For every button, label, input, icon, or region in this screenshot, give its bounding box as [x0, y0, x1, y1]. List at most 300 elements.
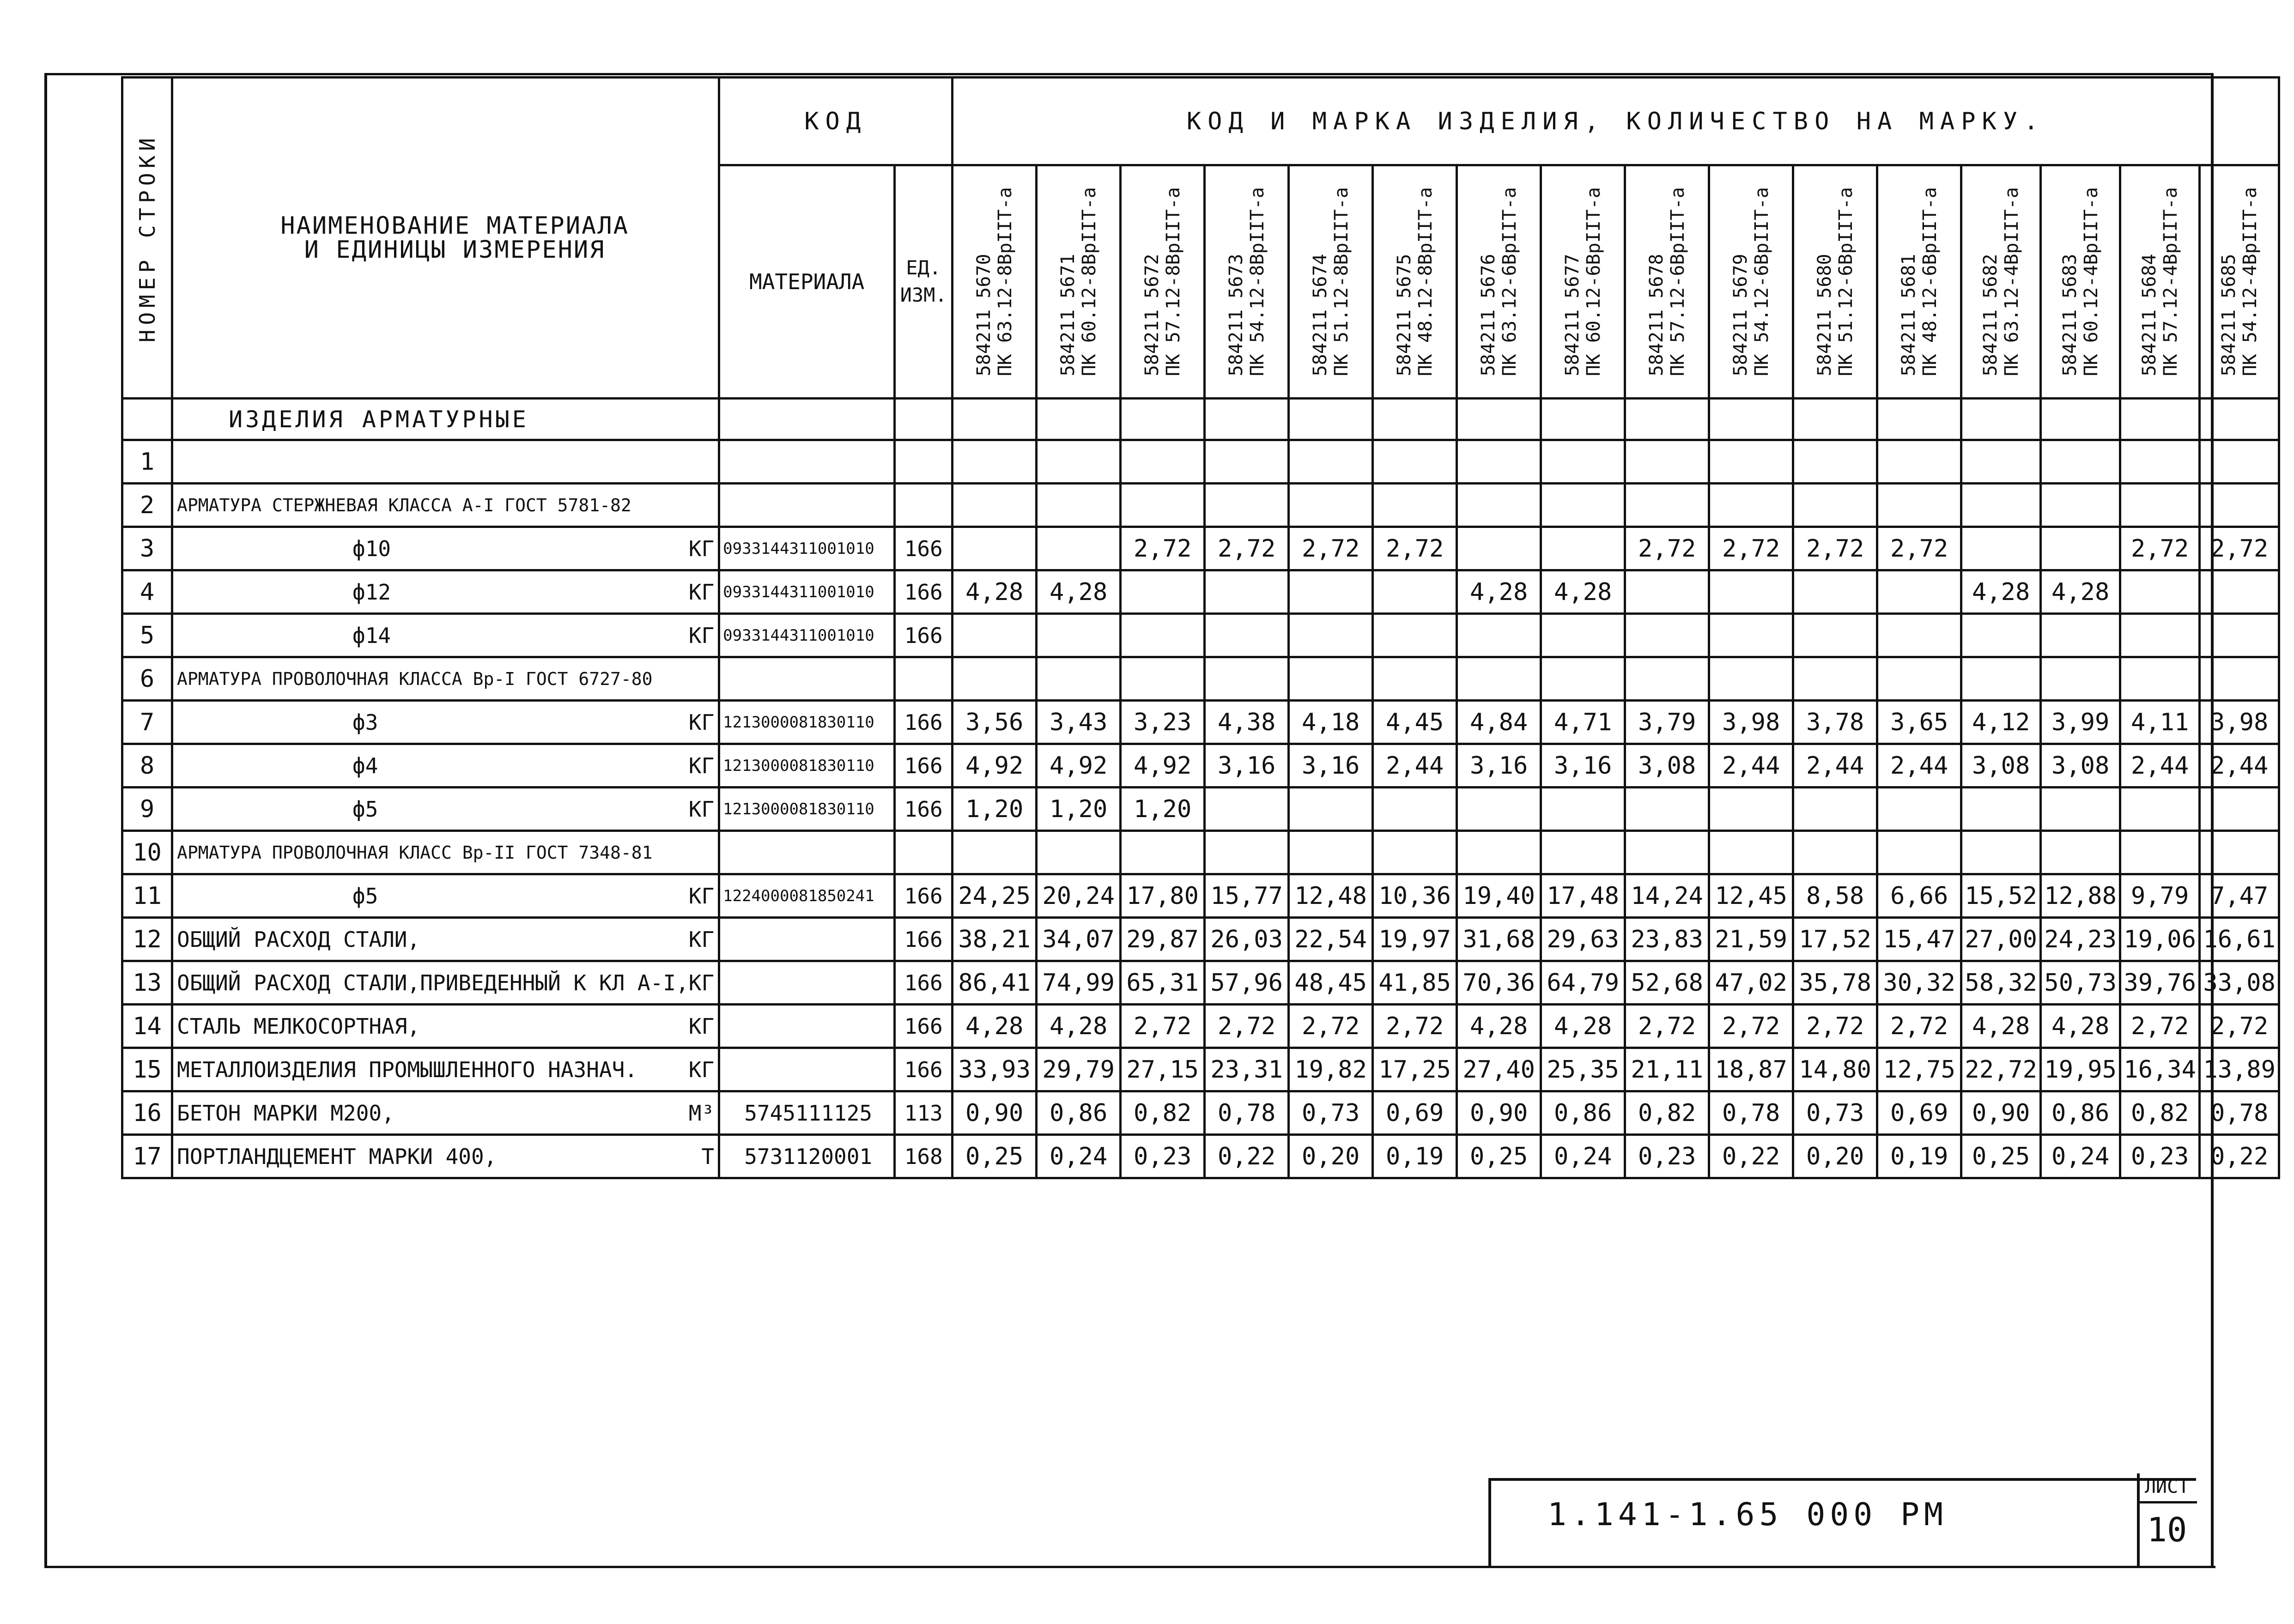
- quantity-cell: [1289, 831, 1373, 874]
- material-unit: КГ: [688, 970, 715, 995]
- quantity-cell: 25,35: [1541, 1048, 1625, 1091]
- row-number: 3: [122, 527, 172, 570]
- table-row: [122, 399, 2279, 440]
- quantity-cell: [2120, 657, 2200, 701]
- quantity-cell: [1541, 831, 1625, 874]
- quantity-cell: [1877, 440, 1961, 484]
- quantity-cell: [1037, 484, 1121, 527]
- mark-name: ПК 51.12-6ВрIIТ-а: [1835, 187, 1857, 376]
- quantity-cell: 3,98: [1709, 701, 1793, 744]
- material-unit: КГ: [688, 579, 715, 605]
- quantity-cell: 0,25: [1961, 1135, 2041, 1178]
- row-number: 1: [122, 440, 172, 484]
- table-row: [122, 1135, 2279, 1178]
- quantity-cell: 33,93: [953, 1048, 1037, 1091]
- material-code: [719, 657, 895, 701]
- quantity-cell: [2041, 657, 2120, 701]
- materials-table: [121, 76, 2280, 1179]
- quantity-cell: 2,72: [1877, 1005, 1961, 1048]
- table-row: [122, 744, 2279, 788]
- quantity-cell: 7,47: [2200, 874, 2279, 918]
- material-unit: КГ: [688, 796, 715, 822]
- quantity-cell: 38,21: [953, 918, 1037, 961]
- quantity-cell: 4,28: [1541, 570, 1625, 614]
- table-row: [122, 570, 2279, 614]
- quantity-cell: 0,86: [1037, 1091, 1121, 1135]
- material-name: [172, 788, 719, 831]
- header-unit: ЕД. ИЗМ.: [895, 165, 953, 399]
- quantity-cell: 19,95: [2041, 1048, 2120, 1091]
- material-unit: Т: [701, 1144, 715, 1169]
- quantity-cell: [1625, 399, 1709, 440]
- quantity-cell: 12,48: [1289, 874, 1373, 918]
- quantity-cell: 2,72: [1289, 1005, 1373, 1048]
- frame-bottom-line: [44, 1566, 2215, 1568]
- material-code: 1213000081830110: [719, 788, 895, 831]
- quantity-cell: [2200, 788, 2279, 831]
- quantity-cell: [1289, 788, 1373, 831]
- quantity-cell: 2,72: [1793, 1005, 1877, 1048]
- material-label: ф3: [352, 709, 378, 735]
- material-name: [172, 1005, 719, 1048]
- mark-name: ПК 54.12-8ВрIIТ-а: [1246, 187, 1268, 376]
- quantity-cell: [1541, 484, 1625, 527]
- unit-code: 166: [895, 874, 953, 918]
- quantity-cell: 0,20: [1793, 1135, 1877, 1178]
- row-number: 11: [122, 874, 172, 918]
- quantity-cell: 3,79: [1625, 701, 1709, 744]
- unit-code: 166: [895, 918, 953, 961]
- quantity-cell: [1625, 440, 1709, 484]
- quantity-cell: 24,25: [953, 874, 1037, 918]
- material-code: 0933144311001010: [719, 570, 895, 614]
- material-name: [172, 1091, 719, 1135]
- material-code: 5731120001: [719, 1135, 895, 1178]
- quantity-cell: [2041, 788, 2120, 831]
- mark-header-5: [1289, 165, 1373, 399]
- quantity-cell: 4,28: [2041, 570, 2120, 614]
- quantity-cell: [1709, 440, 1793, 484]
- quantity-cell: 12,75: [1877, 1048, 1961, 1091]
- quantity-cell: [1373, 788, 1457, 831]
- material-name: [172, 744, 719, 788]
- quantity-cell: [1373, 831, 1457, 874]
- quantity-cell: 29,79: [1037, 1048, 1121, 1091]
- unit-code: [895, 831, 953, 874]
- quantity-cell: 0,24: [1037, 1135, 1121, 1178]
- material-name: [172, 874, 719, 918]
- quantity-cell: [1961, 484, 2041, 527]
- quantity-cell: [1289, 440, 1373, 484]
- mark-code: 584211 5671: [1057, 254, 1079, 376]
- quantity-cell: [1541, 788, 1625, 831]
- mark-name: ПК 51.12-8ВрIIТ-а: [1330, 187, 1352, 376]
- quantity-cell: [1205, 831, 1289, 874]
- mark-name: ПК 63.12-8ВрIIТ-а: [994, 187, 1016, 376]
- quantity-cell: [1205, 484, 1289, 527]
- quantity-cell: 0,82: [1625, 1091, 1709, 1135]
- material-unit: КГ: [688, 1013, 715, 1039]
- quantity-cell: 2,72: [1205, 527, 1289, 570]
- quantity-cell: [1793, 657, 1877, 701]
- mark-header-12: [1877, 165, 1961, 399]
- material-name: АРМАТУРА ПРОВОЛОЧНАЯ КЛАСС Вр-II ГОСТ 7348-81: [172, 831, 719, 874]
- quantity-cell: [1373, 399, 1457, 440]
- quantity-cell: 2,72: [2200, 527, 2279, 570]
- table-row: [122, 788, 2279, 831]
- mark-header-13: [1961, 165, 2041, 399]
- quantity-cell: [2041, 614, 2120, 657]
- quantity-cell: [1541, 399, 1625, 440]
- row-number: 15: [122, 1048, 172, 1091]
- quantity-cell: 0,90: [1961, 1091, 2041, 1135]
- material-code: [719, 831, 895, 874]
- quantity-cell: 3,56: [953, 701, 1037, 744]
- material-unit: КГ: [688, 883, 715, 909]
- mark-name: ПК 60.12-4ВрIIТ-а: [2080, 187, 2102, 376]
- sheet-number: 10: [2147, 1510, 2187, 1549]
- quantity-cell: 22,54: [1289, 918, 1373, 961]
- quantity-cell: 33,08: [2200, 961, 2279, 1005]
- mark-name: ПК 54.12-6ВрIIТ-а: [1751, 187, 1772, 376]
- quantity-cell: 0,25: [953, 1135, 1037, 1178]
- quantity-cell: 64,79: [1541, 961, 1625, 1005]
- quantity-cell: 4,92: [1121, 744, 1205, 788]
- mark-code: 584211 5675: [1393, 254, 1415, 376]
- table-row: [122, 831, 2279, 874]
- unit-code: [895, 399, 953, 440]
- mark-name: ПК 48.12-8ВрIIТ-а: [1414, 187, 1436, 376]
- mark-code: 584211 5673: [1225, 254, 1247, 376]
- quantity-cell: 2,72: [1709, 527, 1793, 570]
- quantity-cell: 2,72: [1121, 527, 1205, 570]
- quantity-cell: 0,24: [1541, 1135, 1625, 1178]
- quantity-cell: [1205, 440, 1289, 484]
- quantity-cell: 0,22: [2200, 1135, 2279, 1178]
- quantity-cell: 3,08: [1961, 744, 2041, 788]
- quantity-cell: [1877, 570, 1961, 614]
- table-row: [122, 484, 2279, 527]
- quantity-cell: 16,61: [2200, 918, 2279, 961]
- quantity-cell: [1961, 788, 2041, 831]
- quantity-cell: [1373, 614, 1457, 657]
- row-number: [122, 399, 172, 440]
- quantity-cell: 2,72: [1289, 527, 1373, 570]
- mark-name: ПК 60.12-6ВрIIТ-а: [1583, 187, 1604, 376]
- material-name: АРМАТУРА СТЕРЖНЕВАЯ КЛАССА А-I ГОСТ 5781-82: [172, 484, 719, 527]
- quantity-cell: [2041, 831, 2120, 874]
- unit-code: [895, 657, 953, 701]
- quantity-cell: 15,47: [1877, 918, 1961, 961]
- quantity-cell: 70,36: [1457, 961, 1541, 1005]
- quantity-cell: 52,68: [1625, 961, 1709, 1005]
- table-row: [122, 657, 2279, 701]
- quantity-cell: [2200, 440, 2279, 484]
- quantity-cell: 19,97: [1373, 918, 1457, 961]
- table-row: [122, 874, 2279, 918]
- quantity-cell: 35,78: [1793, 961, 1877, 1005]
- header-material-name: НАИМЕНОВАНИЕ МАТЕРИАЛА И ЕДИНИЦЫ ИЗМЕРЕНИЯ: [172, 78, 719, 399]
- material-unit: КГ: [688, 623, 715, 648]
- quantity-cell: [1709, 484, 1793, 527]
- quantity-cell: [1625, 831, 1709, 874]
- material-code: 5745111125: [719, 1091, 895, 1135]
- material-label: ф5: [352, 883, 378, 909]
- mark-header-3: [1121, 165, 1205, 399]
- quantity-cell: 4,18: [1289, 701, 1373, 744]
- quantity-cell: [1709, 788, 1793, 831]
- material-code: 0933144311001010: [719, 527, 895, 570]
- quantity-cell: [953, 484, 1037, 527]
- mark-code: 584211 5683: [2059, 254, 2081, 376]
- quantity-cell: [953, 399, 1037, 440]
- quantity-cell: 0,20: [1289, 1135, 1373, 1178]
- quantity-cell: 2,44: [2200, 744, 2279, 788]
- quantity-cell: 3,65: [1877, 701, 1961, 744]
- quantity-cell: 0,19: [1877, 1135, 1961, 1178]
- quantity-cell: [2120, 788, 2200, 831]
- material-unit: КГ: [688, 709, 715, 735]
- unit-code: 166: [895, 614, 953, 657]
- mark-header-15: [2120, 165, 2200, 399]
- quantity-cell: [1457, 614, 1541, 657]
- material-label: ф4: [352, 753, 378, 778]
- table-row: [122, 614, 2279, 657]
- material-unit: М³: [688, 1100, 715, 1126]
- quantity-cell: 3,43: [1037, 701, 1121, 744]
- quantity-cell: [1877, 657, 1961, 701]
- material-label: ф5: [352, 796, 378, 822]
- quantity-cell: 3,78: [1793, 701, 1877, 744]
- quantity-cell: [1121, 399, 1205, 440]
- quantity-cell: 0,78: [1205, 1091, 1289, 1135]
- row-number: 2: [122, 484, 172, 527]
- quantity-cell: [1457, 657, 1541, 701]
- quantity-cell: 23,31: [1205, 1048, 1289, 1091]
- quantity-cell: [1037, 657, 1121, 701]
- quantity-cell: 2,72: [2120, 527, 2200, 570]
- quantity-cell: 4,11: [2120, 701, 2200, 744]
- quantity-cell: [1541, 440, 1625, 484]
- quantity-cell: 4,28: [1541, 1005, 1625, 1048]
- header-material-code: МАТЕРИАЛА: [719, 165, 895, 399]
- quantity-cell: [1121, 614, 1205, 657]
- quantity-cell: 17,48: [1541, 874, 1625, 918]
- quantity-cell: [1457, 440, 1541, 484]
- mark-code: 584211 5677: [1561, 254, 1583, 376]
- table-row: [122, 1091, 2279, 1135]
- mark-name: ПК 57.12-4ВрIIТ-а: [2160, 187, 2181, 376]
- unit-code: 166: [895, 788, 953, 831]
- quantity-cell: 3,98: [2200, 701, 2279, 744]
- quantity-cell: [2041, 527, 2120, 570]
- mark-name: ПК 63.12-4ВрIIТ-а: [2001, 187, 2022, 376]
- quantity-cell: 47,02: [1709, 961, 1793, 1005]
- quantity-cell: [953, 614, 1037, 657]
- quantity-cell: [1289, 399, 1373, 440]
- quantity-cell: [1793, 788, 1877, 831]
- mark-code: 584211 5685: [2218, 254, 2239, 376]
- material-code: [719, 484, 895, 527]
- quantity-cell: 4,28: [1037, 570, 1121, 614]
- mark-code: 584211 5680: [1814, 254, 1835, 376]
- quantity-cell: 0,78: [2200, 1091, 2279, 1135]
- unit-code: 166: [895, 1005, 953, 1048]
- quantity-cell: [1793, 831, 1877, 874]
- row-number: 17: [122, 1135, 172, 1178]
- material-name: [172, 527, 719, 570]
- quantity-cell: [1961, 614, 2041, 657]
- quantity-cell: 3,16: [1289, 744, 1373, 788]
- quantity-cell: 0,22: [1709, 1135, 1793, 1178]
- quantity-cell: [1877, 788, 1961, 831]
- quantity-cell: [1457, 831, 1541, 874]
- material-code: [719, 399, 895, 440]
- sheet-label: ЛИСТ: [2144, 1476, 2190, 1497]
- quantity-cell: 2,72: [1877, 527, 1961, 570]
- row-number: 13: [122, 961, 172, 1005]
- material-code: 1224000081850241: [719, 874, 895, 918]
- table-row: [122, 918, 2279, 961]
- quantity-cell: 3,08: [2041, 744, 2120, 788]
- table-row: [122, 701, 2279, 744]
- quantity-cell: 20,24: [1037, 874, 1121, 918]
- quantity-cell: 0,73: [1793, 1091, 1877, 1135]
- quantity-cell: [1037, 614, 1121, 657]
- quantity-cell: 0,24: [2041, 1135, 2120, 1178]
- quantity-cell: 2,44: [1793, 744, 1877, 788]
- quantity-cell: [953, 440, 1037, 484]
- header-code: КОД: [719, 78, 953, 165]
- quantity-cell: 0,86: [2041, 1091, 2120, 1135]
- quantity-cell: [953, 527, 1037, 570]
- header-row-number: НОМЕР СТРОКИ: [122, 78, 172, 399]
- quantity-cell: [1121, 570, 1205, 614]
- material-code: 1213000081830110: [719, 744, 895, 788]
- quantity-cell: 0,78: [1709, 1091, 1793, 1135]
- mark-name: ПК 57.12-8ВрIIТ-а: [1162, 187, 1184, 376]
- quantity-cell: 19,06: [2120, 918, 2200, 961]
- quantity-cell: [1793, 614, 1877, 657]
- quantity-cell: 0,23: [1121, 1135, 1205, 1178]
- quantity-cell: [1709, 614, 1793, 657]
- mark-code: 584211 5670: [973, 254, 995, 376]
- quantity-cell: [1793, 570, 1877, 614]
- unit-code: 166: [895, 1048, 953, 1091]
- unit-code: 166: [895, 570, 953, 614]
- material-code: [719, 440, 895, 484]
- quantity-cell: [2120, 440, 2200, 484]
- quantity-cell: 4,28: [1037, 1005, 1121, 1048]
- quantity-cell: 17,80: [1121, 874, 1205, 918]
- quantity-cell: 3,16: [1541, 744, 1625, 788]
- unit-code: [895, 440, 953, 484]
- row-number: 10: [122, 831, 172, 874]
- quantity-cell: [1037, 440, 1121, 484]
- quantity-cell: 0,90: [1457, 1091, 1541, 1135]
- unit-code: 113: [895, 1091, 953, 1135]
- material-label: ф12: [352, 579, 391, 605]
- quantity-cell: [1205, 788, 1289, 831]
- quantity-cell: [1877, 399, 1961, 440]
- quantity-cell: [1289, 484, 1373, 527]
- material-name: [172, 961, 719, 1005]
- quantity-cell: [2120, 614, 2200, 657]
- quantity-cell: 0,22: [1205, 1135, 1289, 1178]
- quantity-cell: 3,08: [1625, 744, 1709, 788]
- quantity-cell: 0,82: [1121, 1091, 1205, 1135]
- quantity-cell: 4,71: [1541, 701, 1625, 744]
- quantity-cell: [1961, 831, 2041, 874]
- quantity-cell: 2,44: [2120, 744, 2200, 788]
- quantity-cell: 6,66: [1877, 874, 1961, 918]
- material-label: ОБЩИЙ РАСХОД СТАЛИ,: [177, 927, 420, 952]
- quantity-cell: [1121, 440, 1205, 484]
- mark-name: ПК 57.12-6ВрIIТ-а: [1667, 187, 1688, 376]
- quantity-cell: [2200, 484, 2279, 527]
- quantity-cell: 10,36: [1373, 874, 1457, 918]
- quantity-cell: 19,40: [1457, 874, 1541, 918]
- quantity-cell: 74,99: [1037, 961, 1121, 1005]
- material-label: МЕТАЛЛОИЗДЕЛИЯ ПРОМЫШЛЕННОГО НАЗНАЧ.: [177, 1057, 637, 1082]
- quantity-cell: 0,69: [1877, 1091, 1961, 1135]
- mark-code: 584211 5682: [1979, 254, 2001, 376]
- quantity-cell: 0,82: [2120, 1091, 2200, 1135]
- quantity-cell: 0,90: [953, 1091, 1037, 1135]
- quantity-cell: [1709, 831, 1793, 874]
- quantity-cell: [1541, 657, 1625, 701]
- quantity-cell: [1289, 657, 1373, 701]
- quantity-cell: [1709, 570, 1793, 614]
- quantity-cell: 29,87: [1121, 918, 1205, 961]
- quantity-cell: 31,68: [1457, 918, 1541, 961]
- mark-header-1: [953, 165, 1037, 399]
- quantity-cell: [1037, 831, 1121, 874]
- quantity-cell: 17,52: [1793, 918, 1877, 961]
- mark-code: 584211 5674: [1309, 254, 1331, 376]
- quantity-cell: 4,28: [1961, 570, 2041, 614]
- quantity-cell: [1121, 484, 1205, 527]
- quantity-cell: 2,72: [1121, 1005, 1205, 1048]
- quantity-cell: [1541, 614, 1625, 657]
- quantity-cell: 18,87: [1709, 1048, 1793, 1091]
- sheet-divider: [2137, 1501, 2197, 1503]
- quantity-cell: [1877, 831, 1961, 874]
- quantity-cell: [1289, 570, 1373, 614]
- document-code: 1.141-1.65 000 РМ: [1548, 1497, 1948, 1533]
- quantity-cell: [953, 657, 1037, 701]
- header-row-top: [122, 78, 2279, 165]
- quantity-cell: [1373, 570, 1457, 614]
- header-marks-title: КОД И МАРКА ИЗДЕЛИЯ, КОЛИЧЕСТВО НА МАРКУ.: [953, 78, 2279, 165]
- quantity-cell: [2200, 657, 2279, 701]
- mark-header-4: [1205, 165, 1289, 399]
- quantity-cell: 8,58: [1793, 874, 1877, 918]
- quantity-cell: 15,52: [1961, 874, 2041, 918]
- quantity-cell: 24,23: [2041, 918, 2120, 961]
- mark-header-2: [1037, 165, 1121, 399]
- quantity-cell: [2120, 831, 2200, 874]
- quantity-cell: 0,23: [1625, 1135, 1709, 1178]
- unit-code: [895, 484, 953, 527]
- quantity-cell: 57,96: [1205, 961, 1289, 1005]
- quantity-cell: [1457, 788, 1541, 831]
- mark-header-7: [1457, 165, 1541, 399]
- unit-code: 166: [895, 744, 953, 788]
- mark-code: 584211 5681: [1898, 254, 1919, 376]
- quantity-cell: 4,28: [953, 1005, 1037, 1048]
- quantity-cell: [1793, 484, 1877, 527]
